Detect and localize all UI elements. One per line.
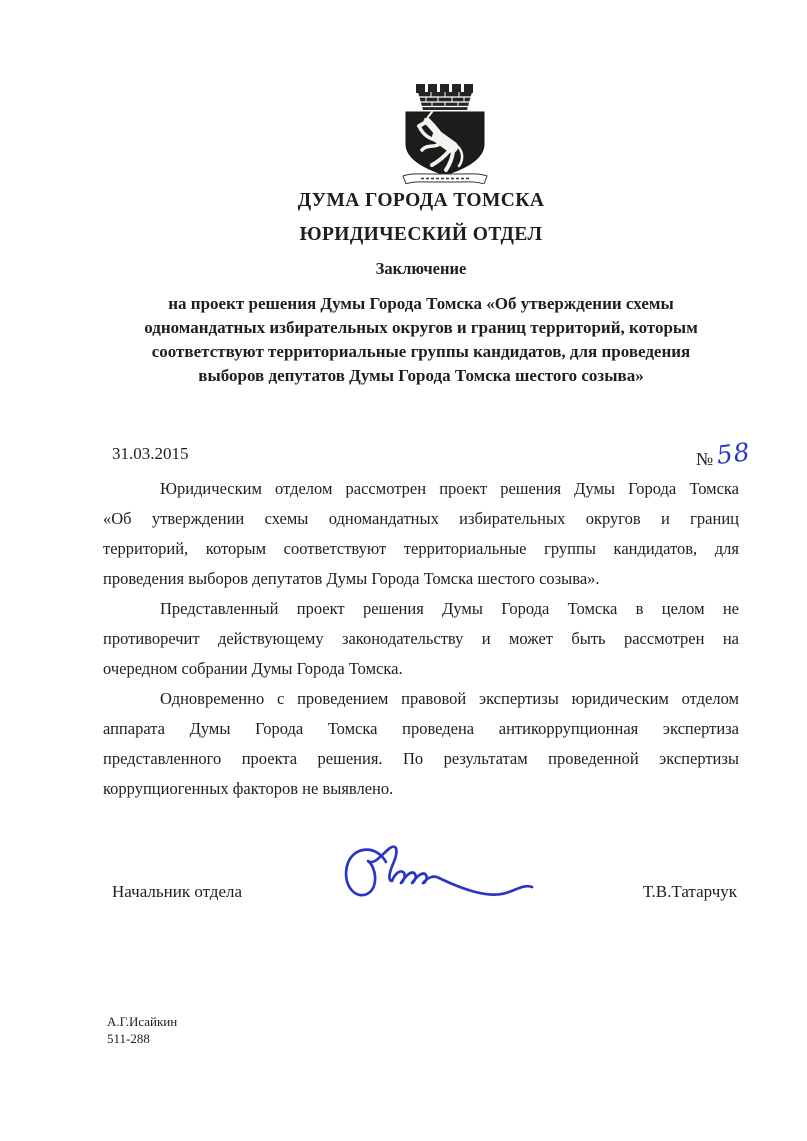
executor-phone: 511-288 [107,1031,150,1046]
body-line: Одновременно с проведением правовой экспертизы юридическим отделом [160,689,739,708]
body-line: аппарата Думы Города Томска проведена антикоррупционная экспертиза [103,719,739,738]
body-line: представленного проекта решения. По результатам проведенной экспертизы [103,749,739,768]
body-line: «Об утверждении схемы одномандатных избирательных округов и границ [103,509,739,528]
body-line: Юридическим отделом рассмотрен проект решения Думы Города Томска [160,479,739,498]
document-title [103,292,739,388]
organization-name: ДУМА ГОРОДА ТОМСКА [297,190,545,211]
signature-row [103,882,739,908]
handwritten-number: 58 [715,437,753,470]
document-body [103,474,739,804]
title-line: соответствуют территориальные группы кандидатов, для проведения [151,342,691,361]
signer-position: Начальник отдела [112,882,243,901]
document-number [696,437,753,471]
requisites-row [103,437,753,472]
title-line: одномандатных избирательных округов и границ территорий, которым [144,318,698,337]
document-type-heading: Заключение [375,259,467,278]
executor-block [107,1013,177,1047]
tomsk-coat-of-arms-icon [401,84,489,184]
body-line: очередном собрании Думы Города Томска. [103,659,403,678]
number-sign: № [696,449,714,469]
motto-ribbon-icon [403,174,487,184]
body-line: противоречит действующему законодательству и может быть рассмотрен на [103,629,739,648]
body-line: территорий, которым соответствуют территориальные группы кандидатов, для [103,539,739,558]
body-line: Представленный проект решения Думы Города Томска в целом не [160,599,739,618]
signer-name: Т.В.Татарчук [642,882,737,901]
body-line: коррупциогенных факторов не выявлено. [103,779,394,798]
executor-name: А.Г.Исайкин [107,1014,178,1029]
body-line: проведения выборов депутатов Думы Города Томска шестого созыва». [103,569,600,588]
document-date: 31.03.2015 [112,444,189,463]
department-name: ЮРИДИЧЕСКИЙ ОТДЕЛ [299,224,543,245]
title-line: на проект решения Думы Города Томска «Об утверждении схемы [168,294,674,313]
title-line: выборов депутатов Думы Города Томска шестого созыва» [198,366,644,385]
